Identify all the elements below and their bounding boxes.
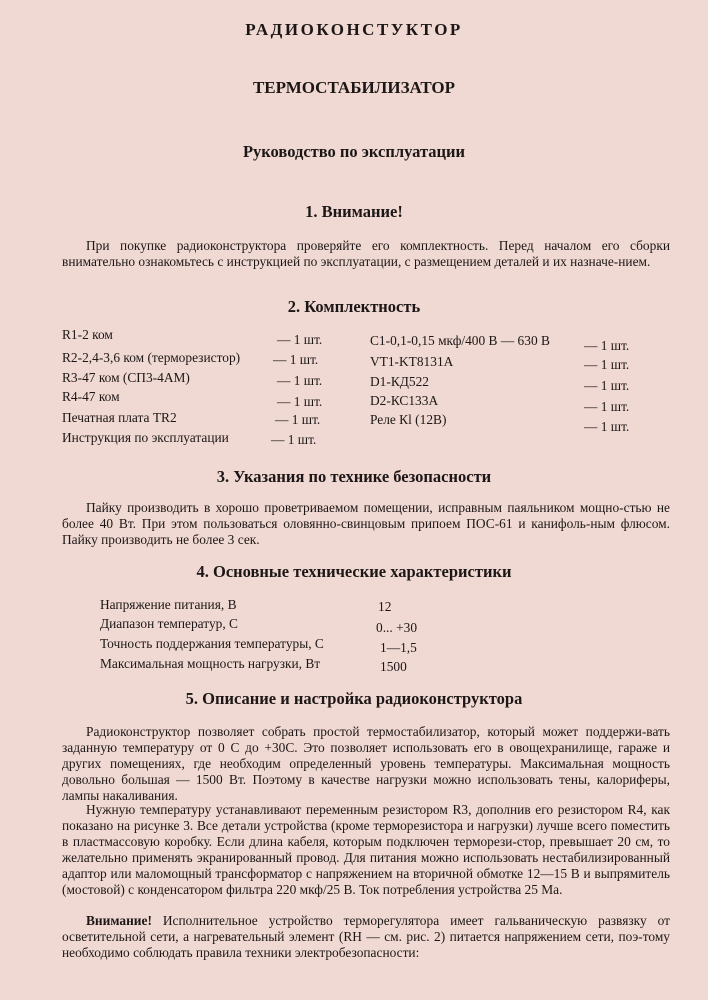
section-5-paragraph-3: Внимание! Исполнительное устройство терморегулятора имеет гальваническую развязку от осветительной сети, а нагревательный элемент (RH — см. рис. 2) питается напряжением сети, поэ-тому необходимо соблюдать правила техники электробезопасности: [62,913,670,960]
spec-label: Напряжение питания, В [100,597,237,612]
part-qty: — 1 шт. [584,378,630,393]
part-qty: — 1 шт. [277,373,323,388]
section-5-heading: 5. Описание и настройка радиоконструктора [185,689,523,708]
spec-value: 1—1,5 [380,640,417,655]
spec-value: 12 [378,599,392,614]
spec-label: Диапазон температур, С [100,616,238,631]
spec-label: Максимальная мощность нагрузки, Вт [100,656,321,671]
section-1-heading: 1. Внимание! [305,202,403,221]
part-qty: — 1 шт. [584,357,630,372]
part-name: R3-47 ком (СП3-4АМ) [62,370,190,385]
part-name: R2-2,4-3,6 ком (терморезистор) [62,350,241,365]
part-name: Реле Кl (12В) [370,412,447,427]
section-4-heading: 4. Основные технические характеристики [196,562,512,581]
part-qty: — 1 шт. [271,432,317,447]
part-qty: — 1 шт. [277,394,323,409]
part-name: D1-КД522 [370,374,429,389]
section-2-heading: 2. Комплектность [287,297,421,316]
part-qty: — 1 шт. [277,332,323,347]
section-1-text: При покупке радиоконструктора проверяйте его комплектность. Перед началом его сборки внимательно ознакомьтесь с инструкцией по эксплуатации, с размещением деталей и их назначе-нием. [62,238,670,269]
document-header: РАДИОКОНСТУКТОР [245,20,463,39]
part-name: D2-КС133А [370,393,439,408]
part-name: Инструкция по эксплуатации [62,430,229,445]
section-3-heading: 3. Указания по технике безопасности [216,467,492,486]
section-5-paragraph-1: Радиоконструктор позволяет собрать простой термостабилизатор, который может поддержи-вать заданную температуру от 0 С до +30С. Это позволяет использовать его в овощехранилище, гараже и других помещениях, где необходим определенный уровень температуры. Максимальная мощность довольно большая — 1500 Вт. Поэтому в качестве нагрузки можно использовать тены, калориферы, лампы накаливания. [62,724,670,803]
part-qty: — 1 шт. [273,352,319,367]
spec-value: 0... +30 [376,620,418,635]
part-name: R1-2 ком [62,327,113,342]
document-title: ТЕРМОСТАБИЛИЗАТОР [252,78,456,97]
part-qty: — 1 шт. [584,338,630,353]
part-qty: — 1 шт. [584,399,630,414]
part-name: C1-0,1-0,15 мкф/400 В — 630 В [370,333,550,348]
document-subtitle: Руководство по эксплуатации [242,142,466,161]
part-qty: — 1 шт. [275,412,321,427]
spec-label: Точность поддержания температуры, С [100,636,324,651]
part-qty: — 1 шт. [584,419,630,434]
section-5-paragraph-2: Нужную температуру устанавливают переменным резистором R3, дополнив его резистором R4, как показано на рисунке 3. Все детали устройства (кроме терморезистора и нагрузки) лучше всего поместить в пластмассовую коробку. Если длина кабеля, которым подключен терморези-стор, превышает 20 см, то желательно применять экранированный провод. Для питания можно использовать нестабилизированный адаптор или маломощный трансформатор с напряжением на вторичной обмотке 12—15 В и выпрямитель (мостовой) с конденсатором фильтра 220 мкф/25 В. Ток потребления устройства 25 Ма. [62,802,670,897]
part-name: R4-47 ком [62,389,120,404]
warning-label: Внимание! [86,913,152,928]
part-name: VT1-KT8131A [370,354,454,369]
part-name: Печатная плата TR2 [62,410,177,425]
section-3-text: Пайку производить в хорошо проветриваемом помещении, исправным паяльником мощно-стью не более 40 Вт. При этом пользоваться оловянно-свинцовым припоем ПОС-61 и канифоль-ным флюсом. Пайку производить не более 3 сек. [62,500,670,547]
spec-value: 1500 [380,659,407,674]
